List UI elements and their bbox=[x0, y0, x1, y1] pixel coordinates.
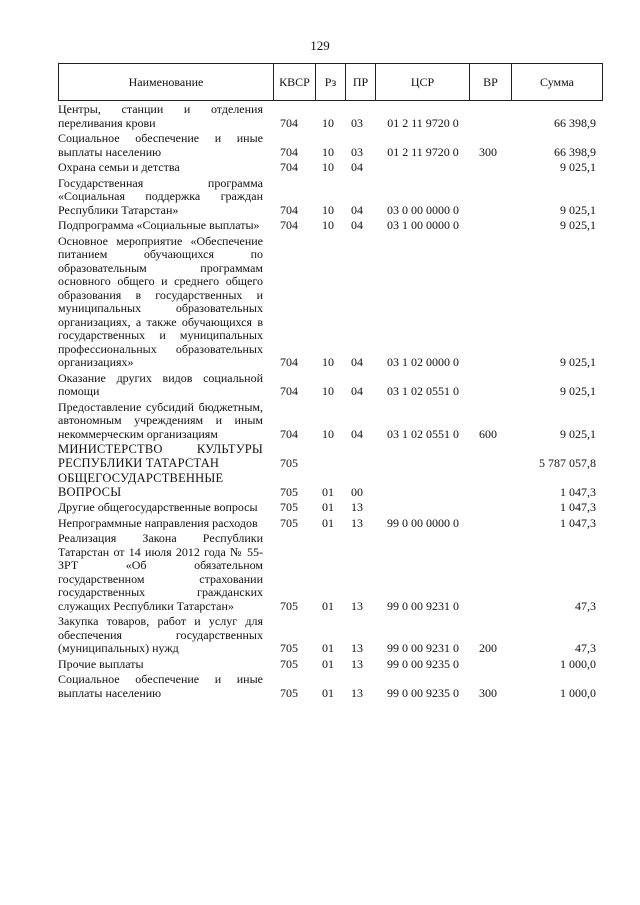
row-csr: 01 2 11 9720 0 bbox=[387, 115, 459, 130]
row-name: МИНИСТЕРСТВО КУЛЬТУРЫ РЕСПУБЛИКИ ТАТАРСТАН bbox=[58, 442, 263, 470]
table-header bbox=[58, 63, 603, 101]
row-sum: 9 025,1 bbox=[560, 355, 596, 369]
row-sum: 1 047,3 bbox=[560, 515, 596, 530]
row-pr: 13 bbox=[351, 598, 363, 613]
table-row bbox=[58, 161, 603, 175]
row-sum: 9 025,1 bbox=[560, 384, 596, 398]
table-row bbox=[58, 532, 603, 613]
row-rz: 10 bbox=[322, 144, 334, 159]
row-rz: 10 bbox=[322, 355, 334, 369]
row-rz: 10 bbox=[322, 218, 334, 232]
row-kvsr: 705 bbox=[280, 500, 298, 514]
row-name: Подпрограмма «Социальные выплаты» bbox=[58, 218, 260, 232]
row-kvsr: 705 bbox=[280, 484, 298, 499]
row-rz: 10 bbox=[322, 202, 334, 217]
row-kvsr: 704 bbox=[280, 115, 298, 130]
table-row bbox=[58, 235, 603, 370]
row-rz: 01 bbox=[322, 685, 334, 700]
row-pr: 00 bbox=[351, 484, 363, 499]
row-name: Реализация Закона Республики Татарстан от 14 июля 2012 года № 55-ЗРТ «Об обязательном государственном страховании государственных гражданских служащих Республики Татарстан» bbox=[58, 531, 263, 613]
row-sum: 9 025,1 bbox=[560, 218, 596, 232]
row-sum: 9 025,1 bbox=[560, 160, 596, 174]
row-pr: 04 bbox=[351, 160, 363, 174]
row-sum: 47,3 bbox=[575, 598, 596, 613]
row-name: Прочие выплаты bbox=[58, 656, 144, 671]
row-rz: 01 bbox=[322, 500, 334, 514]
row-vr: 300 bbox=[479, 685, 497, 700]
table-row bbox=[58, 132, 603, 159]
table-row bbox=[58, 472, 603, 499]
table-row bbox=[58, 443, 603, 470]
row-pr: 13 bbox=[351, 500, 363, 514]
row-csr: 03 1 02 0551 0 bbox=[387, 426, 459, 441]
table-row bbox=[58, 517, 603, 531]
row-sum: 9 025,1 bbox=[560, 202, 596, 217]
row-name: Социальное обеспечение и иные выплаты населению bbox=[58, 131, 263, 159]
row-sum: 66 398,9 bbox=[554, 115, 596, 130]
row-kvsr: 705 bbox=[280, 656, 298, 671]
row-sum: 1 047,3 bbox=[560, 484, 596, 499]
row-name: Непрограммные направления расходов bbox=[58, 515, 258, 530]
table-row bbox=[58, 177, 603, 218]
header-sum: Сумма bbox=[511, 64, 602, 100]
row-name: Государственная программа «Социальная поддержка граждан Республики Татарстан» bbox=[58, 175, 263, 217]
row-kvsr: 705 bbox=[280, 685, 298, 700]
row-pr: 13 bbox=[351, 685, 363, 700]
row-name: Социальное обеспечение и иные выплаты населению bbox=[58, 672, 263, 700]
row-pr: 03 bbox=[351, 115, 363, 130]
table-row bbox=[58, 658, 603, 672]
row-pr: 04 bbox=[351, 384, 363, 398]
row-pr: 13 bbox=[351, 656, 363, 671]
row-kvsr: 704 bbox=[280, 144, 298, 159]
row-name: Оказание других видов социальной помощи bbox=[58, 370, 263, 398]
row-rz: 01 bbox=[322, 515, 334, 530]
row-csr: 99 0 00 0000 0 bbox=[387, 515, 459, 530]
row-kvsr: 705 bbox=[280, 515, 298, 530]
row-pr: 13 bbox=[351, 641, 363, 655]
row-sum: 1 000,0 bbox=[560, 685, 596, 700]
row-kvsr: 704 bbox=[280, 384, 298, 398]
row-rz: 01 bbox=[322, 598, 334, 613]
row-rz: 01 bbox=[322, 656, 334, 671]
row-rz: 10 bbox=[322, 115, 334, 130]
table-row bbox=[58, 219, 603, 233]
row-name: Предоставление субсидий бюджетным, автономным учреждениям и иным некоммерческим организациям bbox=[58, 399, 263, 441]
header-csr: ЦСР bbox=[375, 64, 469, 100]
row-vr: 600 bbox=[479, 426, 497, 441]
row-csr: 99 0 00 9235 0 bbox=[387, 656, 459, 671]
row-pr: 04 bbox=[351, 355, 363, 369]
header-pr: ПР bbox=[345, 64, 375, 100]
row-rz: 01 bbox=[322, 484, 334, 499]
row-csr: 01 2 11 9720 0 bbox=[387, 144, 459, 159]
row-csr: 03 1 02 0551 0 bbox=[387, 384, 459, 398]
row-name: Закупка товаров, работ и услуг для обеспечения государственных (муниципальных) нужд bbox=[58, 614, 263, 655]
row-sum: 47,3 bbox=[575, 641, 596, 655]
row-rz: 01 bbox=[322, 641, 334, 655]
row-vr: 200 bbox=[479, 641, 497, 655]
row-pr: 04 bbox=[351, 218, 363, 232]
table-row bbox=[58, 401, 603, 442]
row-name: ОБЩЕГОСУДАРСТВЕННЫЕ ВОПРОСЫ bbox=[58, 471, 224, 499]
table-row bbox=[58, 372, 603, 399]
table-row bbox=[58, 615, 603, 656]
page-number: 129 bbox=[310, 38, 330, 53]
row-sum: 5 787 057,8 bbox=[539, 455, 596, 470]
row-rz: 10 bbox=[322, 384, 334, 398]
row-pr: 03 bbox=[351, 144, 363, 159]
header-vr: ВР bbox=[469, 64, 511, 100]
row-kvsr: 704 bbox=[280, 218, 298, 232]
row-pr: 04 bbox=[351, 426, 363, 441]
row-kvsr: 704 bbox=[280, 355, 298, 369]
row-pr: 04 bbox=[351, 202, 363, 217]
row-kvsr: 704 bbox=[280, 202, 298, 217]
row-sum: 66 398,9 bbox=[554, 144, 596, 159]
row-csr: 03 1 00 0000 0 bbox=[387, 218, 459, 232]
row-csr: 99 0 00 9231 0 bbox=[387, 641, 459, 655]
row-csr: 03 1 02 0000 0 bbox=[387, 355, 459, 369]
row-rz: 10 bbox=[322, 426, 334, 441]
row-name: Основное мероприятие «Обеспечение питанием обучающихся по образовательным программам основного общего и среднего общего образования в государственных и муниципальных образовательных организациях, а также обучающихся в государственных и муниципальных профессиональных образовательных организациях» bbox=[58, 233, 263, 369]
row-csr: 99 0 00 9231 0 bbox=[387, 598, 459, 613]
row-csr: 99 0 00 9235 0 bbox=[387, 685, 459, 700]
header-name: Наименование bbox=[128, 75, 204, 89]
header-kvsr: КВСР bbox=[273, 64, 315, 100]
row-kvsr: 705 bbox=[280, 641, 298, 655]
row-kvsr: 705 bbox=[280, 598, 298, 613]
table-row bbox=[58, 501, 603, 515]
header-rz: Рз bbox=[315, 64, 345, 100]
row-csr: 03 0 00 0000 0 bbox=[387, 202, 459, 217]
row-kvsr: 704 bbox=[280, 160, 298, 174]
table-row bbox=[58, 103, 603, 130]
row-vr: 300 bbox=[479, 144, 497, 159]
row-sum: 9 025,1 bbox=[560, 426, 596, 441]
row-name: Центры, станции и отделения переливания крови bbox=[58, 102, 263, 130]
table-body bbox=[58, 103, 603, 702]
table-row bbox=[58, 673, 603, 700]
row-rz: 10 bbox=[322, 160, 334, 174]
row-sum: 1 047,3 bbox=[560, 500, 596, 514]
row-name: Другие общегосударственные вопросы bbox=[58, 500, 258, 514]
row-sum: 1 000,0 bbox=[560, 656, 596, 671]
row-kvsr: 704 bbox=[280, 426, 298, 441]
row-kvsr: 705 bbox=[280, 455, 298, 470]
row-pr: 13 bbox=[351, 515, 363, 530]
row-name: Охрана семьи и детства bbox=[58, 160, 180, 174]
